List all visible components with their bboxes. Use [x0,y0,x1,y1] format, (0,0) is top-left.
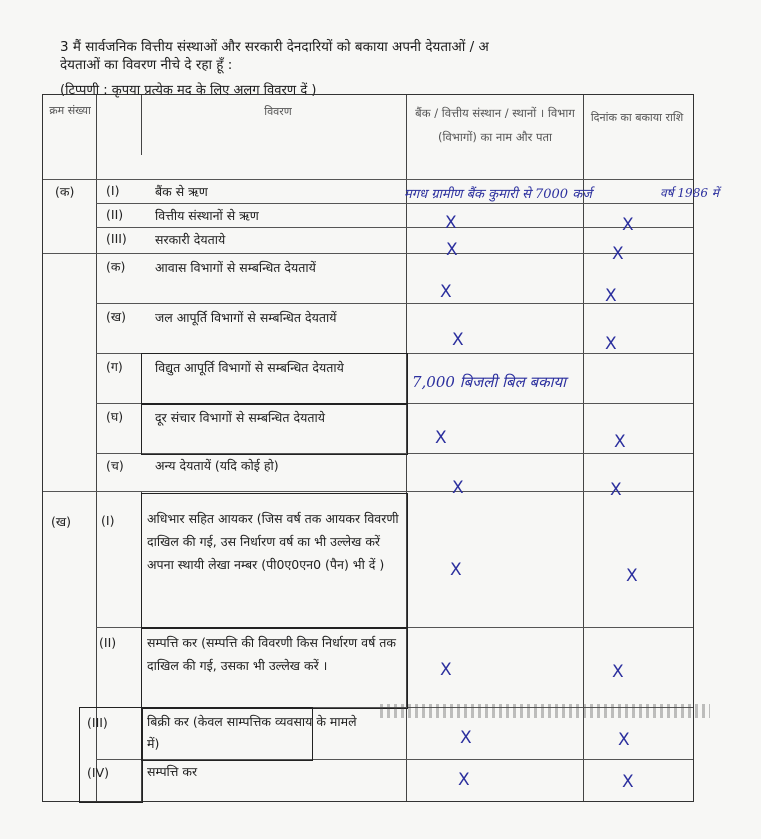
row-text: अन्य देयतायें (यदि कोई हो) [155,458,279,473]
intro-line-1: 3 मैं सार्वजनिक वित्तीय संस्थाओं और सरकारी देनदारियों को बकाया अपनी देयताओं / अ [60,39,489,55]
sub-label: (II) [99,635,117,650]
cross-mark: X [622,215,634,235]
col-rule [96,95,97,801]
header-bank: बैंक / वित्तीय संस्थान / स्थानों । विभाग (विभागों) का नाम और पता [415,106,575,144]
group-label: (ख) [51,514,71,529]
row-text: आवास विभागों से सम्बन्धित देयतायें [155,260,316,275]
cross-mark: X [618,730,630,750]
cross-mark: X [445,213,457,233]
cross-mark: X [452,330,464,350]
sub-label: (I) [106,183,120,198]
sub-label: (ख) [106,309,126,324]
sub-label: (II) [106,207,124,222]
row-text: विद्युत आपूर्ति विभागों से सम्बन्धित देयताये [155,360,344,375]
cross-mark: X [614,432,626,452]
cross-mark: X [435,428,447,448]
cross-mark: X [622,772,634,792]
cross-mark: X [440,660,452,680]
row-rule [43,179,693,180]
scan-smudge [380,704,710,718]
handwriting-bank-loan: मगध ग्रामीण बैंक कुमारी से 7000 कर्ज [404,187,592,202]
row-text: सरकारी देयताये [155,232,226,247]
row-box [79,707,143,803]
sub-label: (III) [87,715,108,730]
cross-mark: X [605,286,617,306]
handwriting-bank-loan-year: वर्ष 1986 में [660,186,719,200]
row-rule [96,227,693,228]
cross-mark: X [450,560,462,580]
header-serial: क्रम संख्या [49,104,91,117]
row-text: सम्पत्ति कर (सम्पत्ति की विवरणी किस निर्धारण वर्ष तक दाखिल की गई, उसका भी उल्लेख करें । [147,635,397,673]
group-label: (क) [55,184,75,199]
cross-mark: X [460,728,472,748]
cross-mark: X [626,566,638,586]
cross-mark: X [452,478,464,498]
col-rule [141,95,142,155]
sub-label: (IV) [87,765,109,780]
row-text: बिक्री कर (केवल साम्पत्तिक व्यवसाय के मामले में) [147,714,357,751]
row-text: वित्तीय संस्थानों से ऋण [155,208,259,223]
cross-mark: X [446,240,458,260]
row-rule [43,491,693,492]
cross-mark: X [610,480,622,500]
row-text: जल आपूर्ति विभागों से सम्बन्धित देयतायें [155,310,337,325]
row-box [141,353,408,405]
cross-mark: X [440,282,452,302]
row-rule [96,203,693,204]
header-details: विवरण [264,105,292,118]
row-text: सम्पत्ति कर [147,764,198,779]
header-amount: दिनांक का बकाया राशि [590,111,684,124]
handwriting-electric-bill: 7,000 बिजली बिल बकाया [412,373,567,391]
row-rule [43,253,693,254]
row-text: अधिभार सहित आयकर (जिस वर्ष तक आयकर विवरणी दाखिल की गई, उस निर्धारण वर्ष का भी उल्लेख करें अपना स्थायी लेखा नम्बर (पी0ए0एन0 (पैन) भी दें ) [147,511,399,572]
row-text: बैंक से ऋण [155,184,208,199]
row-box [141,403,408,455]
sub-label: (च) [106,458,124,473]
cross-mark: X [458,770,470,790]
row-box [141,707,313,761]
row-rule [96,303,693,304]
cross-mark: X [612,244,624,264]
sub-label: (III) [106,231,127,246]
sub-label: (घ) [106,409,124,424]
row-box [141,627,408,709]
cross-mark: X [605,334,617,354]
row-box [141,493,408,629]
cross-mark: X [612,662,624,682]
liabilities-table [42,94,694,802]
sub-label: (क) [106,259,126,274]
sub-label: (I) [101,513,115,528]
intro-line-2: देयताओं का विवरण नीचे दे रहा हूँ : [60,57,233,73]
row-text: दूर संचार विभागों से सम्बन्धित देयताये [155,410,325,425]
intro-text [60,38,730,74]
sub-label: (ग) [106,359,123,374]
note: (टिप्पणी : कृपया प्रत्येक मद के लिए अलग विवरण दें ) [60,83,317,98]
